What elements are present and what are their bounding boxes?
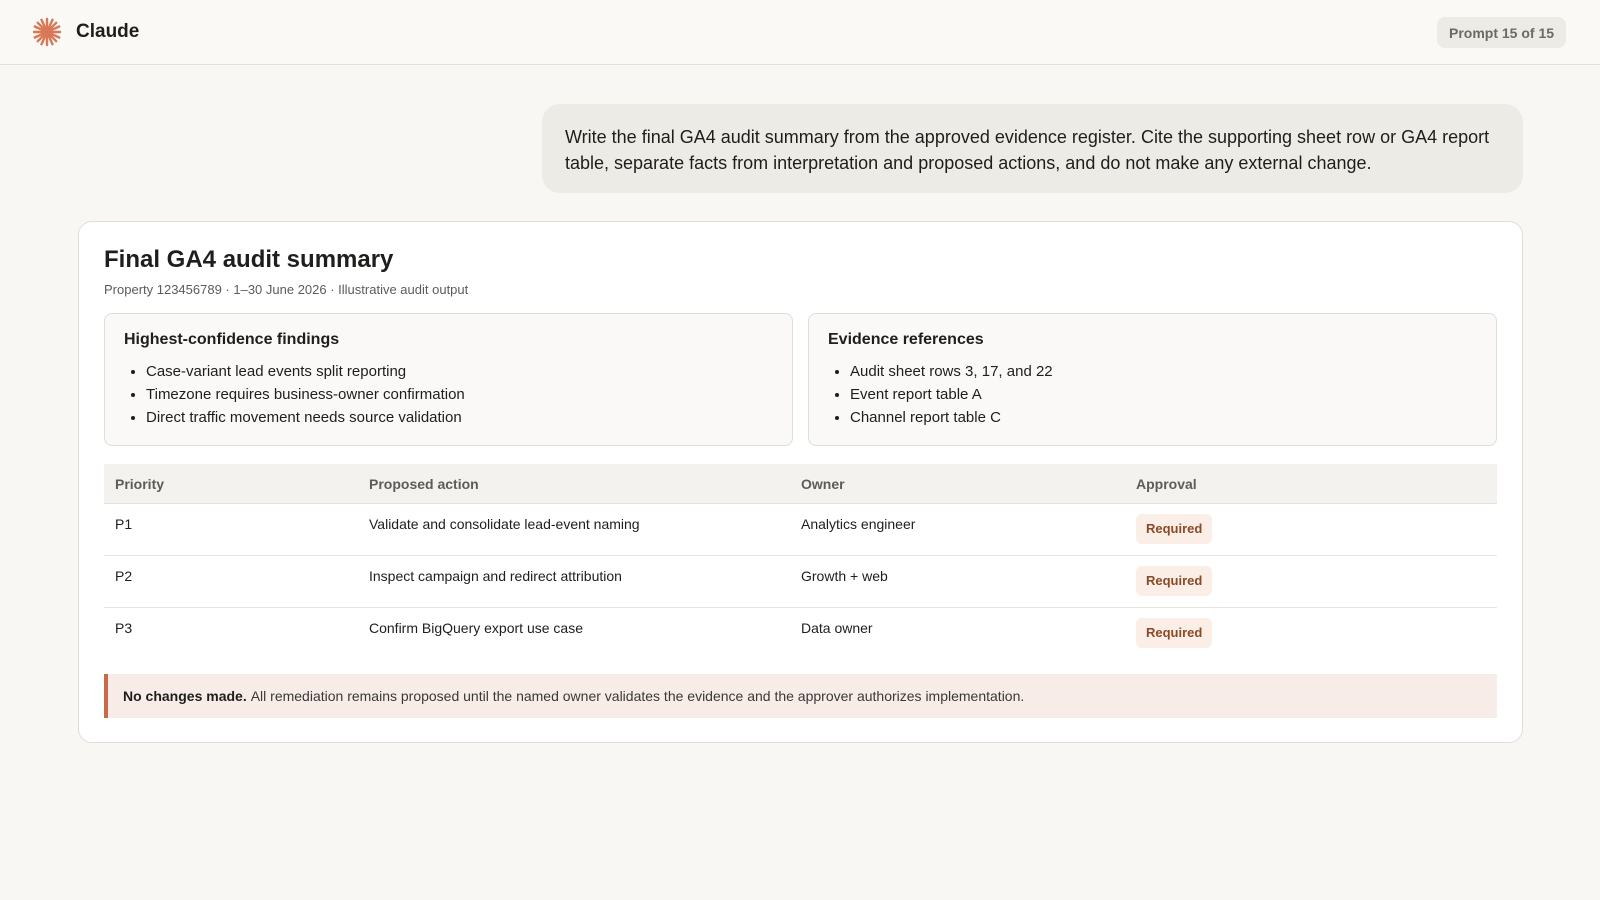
- header-priority: Priority: [115, 475, 165, 492]
- approval-required-badge: Required: [1136, 566, 1212, 596]
- priority-cell: P3: [115, 620, 133, 636]
- priority-cell: P1: [115, 516, 133, 532]
- table-header: [104, 464, 1497, 504]
- owner-cell: Growth + web: [801, 568, 888, 584]
- action-cell: Confirm BigQuery export use case: [369, 620, 583, 636]
- header-owner: Owner: [801, 475, 845, 492]
- brand[interactable]: [32, 17, 139, 47]
- evidence-item: • Channel report table C: [850, 406, 1478, 429]
- evidence-item: • Event report table A: [850, 383, 1478, 406]
- summary-title: Final GA4 audit summary: [104, 246, 394, 273]
- priority-cell: P2: [115, 568, 133, 584]
- table-row: [104, 608, 1497, 660]
- table-row: [104, 556, 1497, 608]
- findings-panel: [104, 313, 793, 446]
- evidence-item: • Audit sheet rows 3, 17, and 22: [850, 360, 1478, 383]
- notice-bold-label: No changes made.: [123, 688, 247, 704]
- header-proposed-action: Proposed action: [369, 475, 479, 492]
- approval-required-badge: Required: [1136, 618, 1212, 648]
- action-cell: Inspect campaign and redirect attribution: [369, 568, 622, 584]
- findings-title: Highest-confidence findings: [124, 331, 340, 348]
- action-cell: Validate and consolidate lead-event naming: [369, 516, 640, 532]
- header-approval: Approval: [1136, 475, 1197, 492]
- audit-summary-card: [78, 221, 1523, 743]
- evidence-list: [828, 360, 1478, 429]
- summary-subtitle: Property 123456789 · 1–30 June 2026 · Illustrative audit output: [104, 282, 469, 297]
- finding-item: • Case-variant lead events split reporting: [146, 360, 774, 383]
- prompt-counter-badge: Prompt 15 of 15: [1437, 17, 1566, 48]
- claude-starburst-icon: [32, 17, 62, 47]
- notice-text: All remediation remains proposed until the named owner validates the evidence and the approver authorizes implementation.: [250, 688, 1025, 704]
- owner-cell: Data owner: [801, 620, 873, 636]
- top-bar: [0, 0, 1600, 65]
- user-message-bubble: Write the final GA4 audit summary from the approved evidence register. Cite the supporting sheet row or GA4 report table, separate facts from interpretation and proposed actions, and do not make any external change.: [542, 104, 1523, 193]
- finding-item: • Direct traffic movement needs source validation: [146, 406, 774, 429]
- no-changes-notice: [104, 674, 1497, 718]
- owner-cell: Analytics engineer: [801, 516, 916, 532]
- finding-item: • Timezone requires business-owner confirmation: [146, 383, 774, 406]
- approval-required-badge: Required: [1136, 514, 1212, 544]
- actions-table: [104, 464, 1497, 660]
- findings-list: [124, 360, 774, 429]
- evidence-panel: [808, 313, 1497, 446]
- evidence-title: Evidence references: [828, 331, 984, 348]
- app-name: Claude: [76, 21, 140, 42]
- table-row: [104, 504, 1497, 556]
